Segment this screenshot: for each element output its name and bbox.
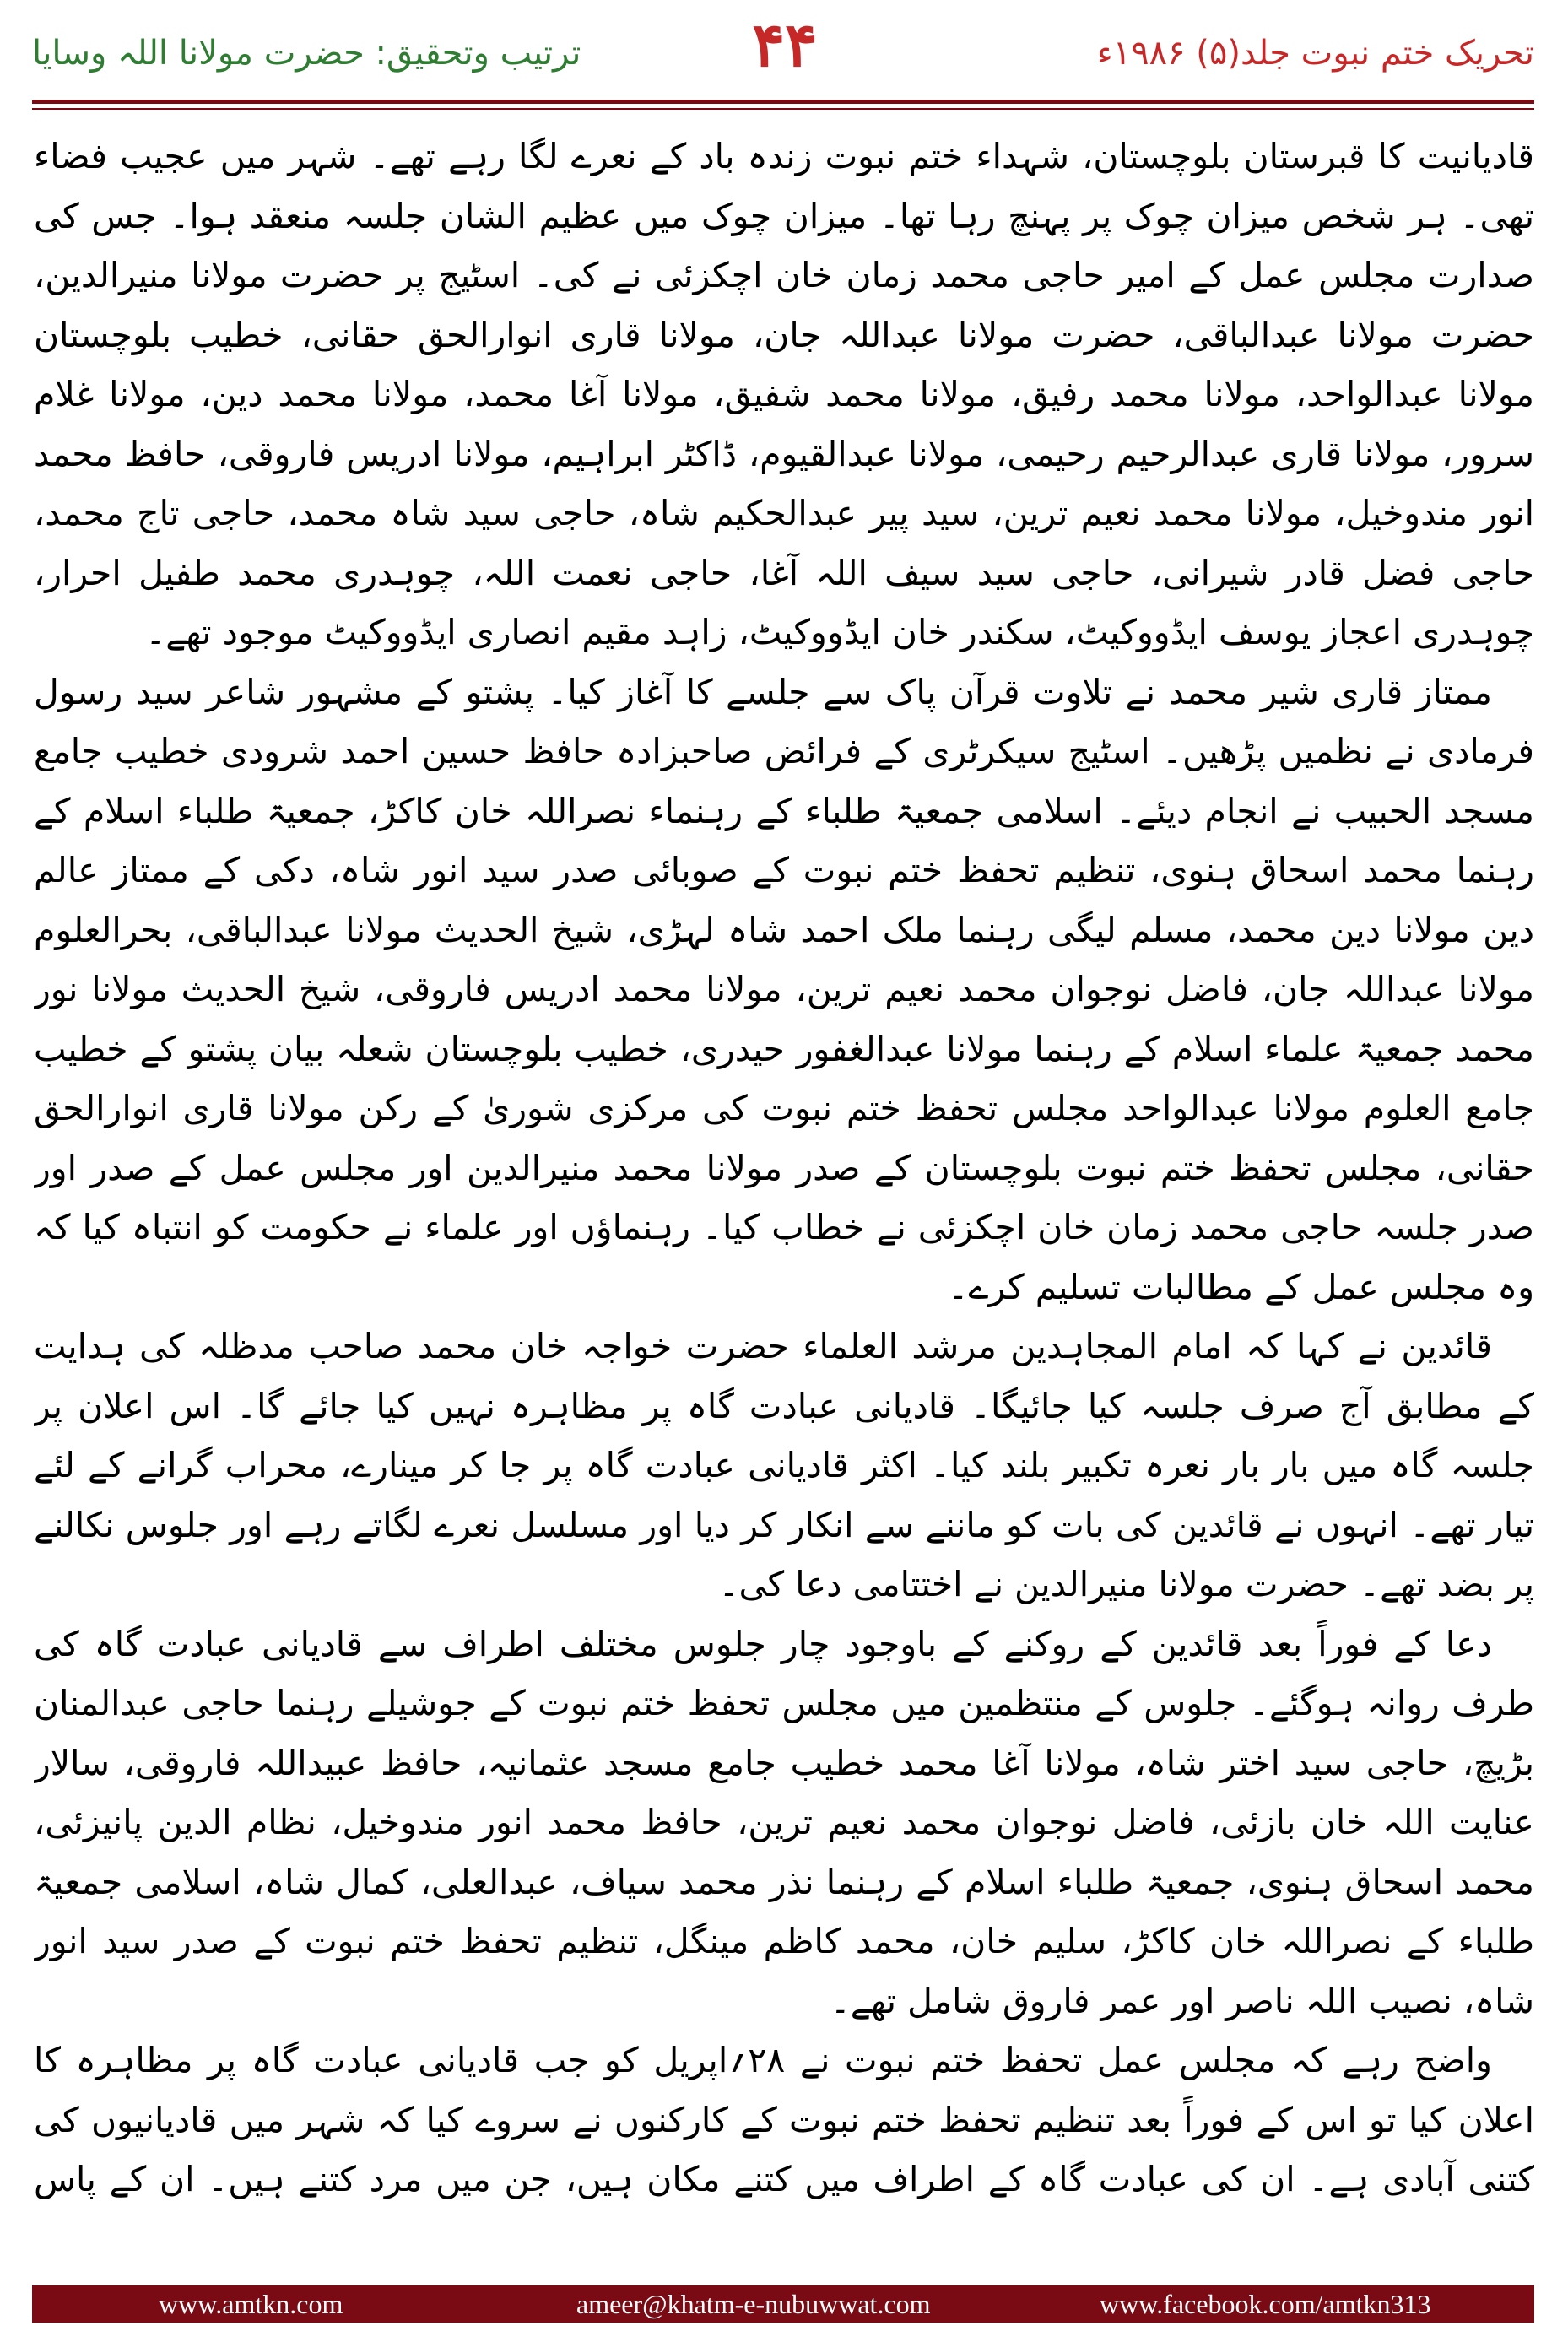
paragraph-3: قائدین نے کہا کہ امام المجاہدین مرشد العلماء حضرت خواجہ خان محمد صاحب مدظلہ کی ہدایت کے مطابق آج صرف جلسہ کیا جائیگا۔ قادیانی عبادت گاہ پر مظاہرہ نہیں کیا جائے گا۔ اس اعلان پر جلسہ گاہ میں بار بار نعرہ تکبیر بلند کیا۔ اکثر قادیانی عبادت گاہ پر جا کر مینارے، محراب گرانے کے لئے تیار تھے۔ انہوں نے قائدین کی بات کو ماننے سے انکار کر دیا اور مسلسل نعرے لگاتے رہے اور جلوس نکالنے پر بضد تھے۔ حضرت مولانا منیرالدین نے اختتامی دعا کی۔ xyxy=(34,1326,1534,1604)
page-header xyxy=(0,0,1568,122)
facebook-link[interactable]: www.facebook.com/amtkn313 xyxy=(1100,2289,1431,2319)
header-rule-thick xyxy=(32,100,1534,104)
header-rule-thin xyxy=(32,108,1534,110)
article-body xyxy=(34,127,1534,2211)
page-footer xyxy=(32,2285,1534,2323)
paragraph-5: واضح رہے کہ مجلس عمل تحفظ ختم نبوت نے ۲۸؍اپریل کو جب قادیانی عبادت گاہ پر مظاہرہ کا اعلان کیا تو اس کے فوراً بعد تنظیم تحفظ ختم نبوت کے کارکنوں نے سروے کیا کہ شہر میں قادیانیوں کی کتنی آبادی ہے۔ ان کی عبادت گاہ کے اطراف میں کتنے مکان ہیں، جن میں مرد کتنے ہیں۔ ان کے پاس xyxy=(34,2040,1534,2199)
page-number: ۴۴ xyxy=(752,8,818,80)
website-link[interactable]: www.amtkn.com xyxy=(159,2289,343,2319)
book-title: تحریک ختم نبوت جلد(۵) ۱۹۸۶ء xyxy=(1096,34,1534,73)
paragraph-1: قادیانیت کا قبرستان بلوچستان، شہداء ختم نبوت زندہ باد کے نعرے لگا رہے تھے۔ شہر میں عجیب فضاء تھی۔ ہر شخص میزان چوک پر پہنچ رہا تھا۔ میزان چوک میں عظیم الشان جلسہ منعقد ہوا۔ جس کی صدارت مجلس عمل کے امیر حاجی محمد زمان خان اچکزئی نے کی۔ اسٹیج پر حضرت مولانا منیرالدین، حضرت مولانا عبدالباقی، حضرت مولانا عبداللہ جان، مولانا قاری انوارالحق حقانی، خطیب بلوچستان مولانا عبدالواحد، مولانا محمد رفیق، مولانا محمد شفیق، مولانا آغا محمد، مولانا محمد دین، مولانا غلام سرور، مولانا قاری عبدالرحیم رحیمی، مولانا عبدالقیوم، ڈاکٹر ابراہیم، مولانا ادریس فاروقی، حافظ محمد انور مندوخیل، مولانا محمد نعیم ترین، سید پیر عبدالحکیم شاہ، حاجی سید شاہ محمد، حاجی تاج محمد، حاجی فضل قادر شیرانی، حاجی سید سیف اللہ آغا، حاجی نعمت اللہ، چوہدری محمد طفیل احرار، چوہدری اعجاز یوسف ایڈووکیٹ، سکندر خان ایڈووکیٹ، زاہد مقیم انصاری ایڈووکیٹ موجود تھے۔ xyxy=(34,136,1534,652)
paragraph-2: ممتاز قاری شیر محمد نے تلاوت قرآن پاک سے جلسے کا آغاز کیا۔ پشتو کے مشہور شاعر سید رسول فرمادی نے نظمیں پڑھیں۔ اسٹیج سیکرٹری کے فرائض صاحبزادہ حافظ حسین احمد شرودی خطیب جامع مسجد الحبیب نے انجام دیئے۔ اسلامی جمعیۃ طلباء کے رہنماء نصراللہ خان کاکڑ، جمعیۃ طلباء اسلام کے رہنما محمد اسحاق ہنوی، تنظیم تحفظ ختم نبوت کے صوبائی صدر سید انور شاہ، دکی کے ممتاز عالم دین مولانا دین محمد، مسلم لیگی رہنما ملک احمد شاہ لہڑی، شیخ الحدیث مولانا عبدالباقی، بحرالعلوم مولانا عبداللہ جان، فاضل نوجوان محمد نعیم ترین، مولانا محمد ادریس فاروقی، شیخ الحدیث مولانا نور محمد جمعیۃ علماء اسلام کے رہنما مولانا عبدالغفور حیدری، خطیب بلوچستان شعلہ بیان پشتو کے خطیب جامع العلوم مولانا عبدالواحد مجلس تحفظ ختم نبوت کی مرکزی شوریٰ کے رکن مولانا قاری انوارالحق حقانی، مجلس تحفظ ختم نبوت بلوچستان کے صدر مولانا محمد منیرالدین اور مجلس عمل کے صدر اور صدر جلسہ حاجی محمد زمان خان اچکزئی نے خطاب کیا۔ رہنماؤں اور علماء نے حکومت کو انتباہ کیا کہ وہ مجلس عمل کے مطالبات تسلیم کرے۔ xyxy=(34,671,1534,1307)
compiler-credit: ترتیب وتحقیق: حضرت مولانا اللہ وسایا xyxy=(32,34,581,73)
email-link[interactable]: ameer@khatm-e-nubuwwat.com xyxy=(576,2289,931,2319)
paragraph-4: دعا کے فوراً بعد قائدین کے روکنے کے باوجود چار جلوس مختلف اطراف سے قادیانی عبادت گاہ کی طرف روانہ ہوگئے۔ جلوس کے منتظمین میں مجلس تحفظ ختم نبوت کے جوشیلے رہنما حاجی عبدالمنان بڑیچ، حاجی سید اختر شاہ، مولانا آغا محمد خطیب جامع مسجد عثمانیہ، حافظ عبیداللہ فاروقی، سالار عنایت اللہ خان بازئی، فاضل نوجوان محمد نعیم ترین، حافظ محمد انور مندوخیل، نظام الدین پانیزئی، محمد اسحاق ہنوی، جمعیۃ طلباء اسلام کے رہنما نذر محمد سیاف، عبدالعلی، کمال شاہ، اسلامی جمعیۃ طلباء کے نصراللہ خان کاکڑ، سلیم خان، محمد کاظم مینگل، تنظیم تحفظ ختم نبوت کے صدر سید انور شاہ، نصیب اللہ ناصر اور عمر فاروق شامل تھے۔ xyxy=(34,1623,1534,2021)
